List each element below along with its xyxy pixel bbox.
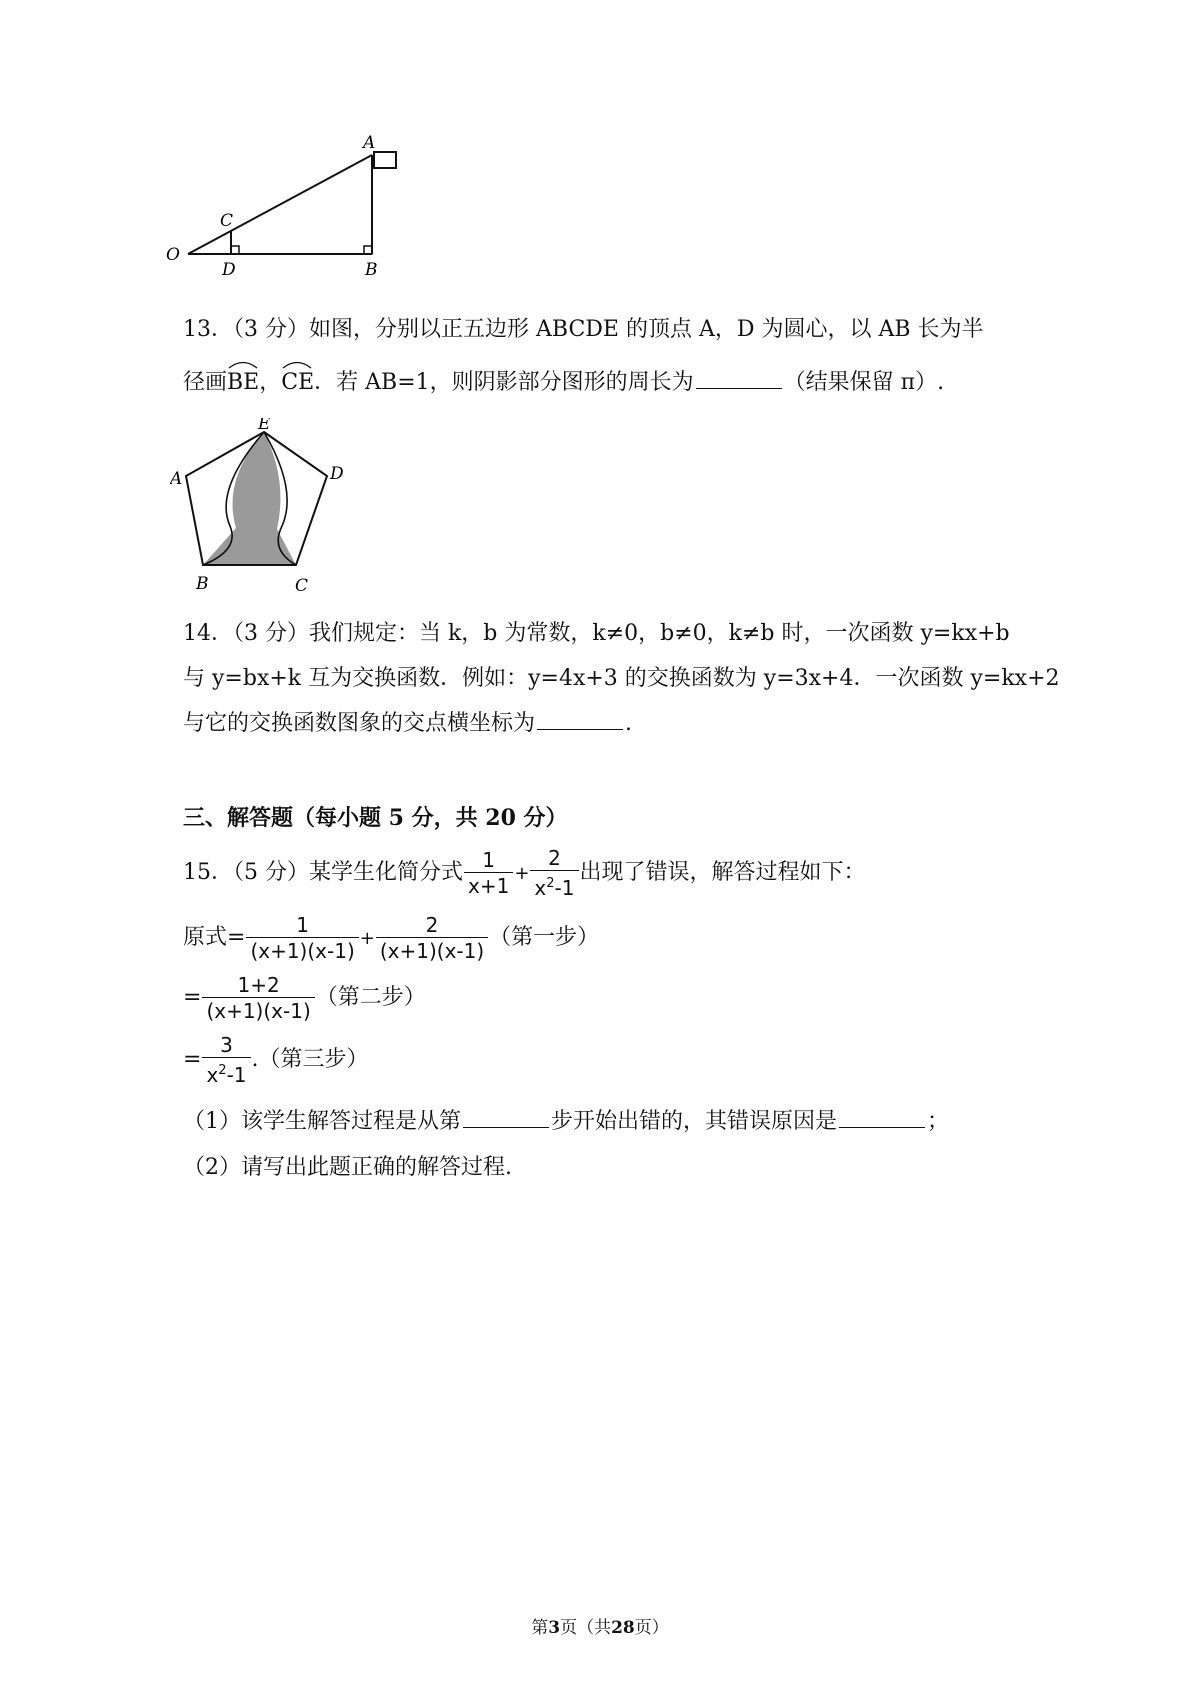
q15-f2-den-exp: 2	[546, 875, 555, 891]
footer-post: 页）	[634, 1618, 669, 1638]
triangle-figure	[160, 130, 420, 280]
right-angle-mark-D	[231, 246, 239, 254]
page-footer	[0, 1613, 1200, 1638]
footer-total-pages: 28	[611, 1618, 635, 1638]
q15-step2-label: （第二步）	[315, 985, 426, 1010]
arc-CE-label: CE	[281, 370, 315, 395]
q15-part2-text: （2）请写出此题正确的解答过程.	[183, 1155, 512, 1180]
q15-part2	[183, 1152, 512, 1184]
section3-heading-text: 三、解答题（每小题 5 分，共 20 分）	[183, 805, 568, 831]
section3-heading	[183, 802, 568, 834]
q15-f1-den: x+1	[468, 873, 510, 898]
q15-step1-plus: +	[359, 928, 375, 949]
label-O: O	[166, 245, 180, 265]
q13-line2	[183, 367, 944, 399]
q13-line1-text: 13．（3 分）如图，分别以正五边形 ABCDE 的顶点 A，D 为圆心，以 AB 长为半	[183, 317, 984, 342]
q15-step3-den-base: x	[206, 1062, 219, 1087]
q15-f2-den	[530, 871, 578, 901]
q15-step2-num: 1+2	[202, 973, 314, 998]
q15-step3-num: 3	[202, 1033, 250, 1058]
q14-line2	[183, 663, 1060, 695]
q15-intro-post: 出现了错误，解答过程如下：	[579, 860, 866, 885]
q15-step3-pre: =	[183, 1047, 202, 1072]
label-A: A	[170, 469, 183, 489]
q13-answer-blank[interactable]	[696, 368, 782, 389]
q15-part1-pre: （1）该学生解答过程是从第	[183, 1109, 461, 1134]
q15-step3-den-exp: 2	[218, 1062, 227, 1078]
q14-line3	[183, 708, 632, 740]
q15-step3	[183, 1030, 369, 1090]
q14-line1-text: 14．（3 分）我们规定：当 k，b 为常数，k≠0，b≠0，k≠b 时，一次函数 y=kx+b	[183, 621, 1010, 646]
q15-step1-f1-den: (x+1)(x-1)	[250, 938, 355, 963]
label-E: E	[258, 418, 271, 434]
q15-step1-f1-num: 1	[246, 913, 358, 938]
q15-part1	[183, 1106, 949, 1138]
label-D: D	[222, 260, 236, 280]
q15-step2-fraction	[202, 973, 314, 1024]
right-angle-mark-B	[364, 246, 372, 254]
q15-fraction-2	[530, 846, 578, 901]
q14-line2-text: 与 y=bx+k 互为交换函数．例如：y=4x+3 的交换函数为 y=3x+4．一次函数 y=kx+2	[183, 666, 1060, 691]
q14-line3-pre: 与它的交换函数图象的交点横坐标为	[183, 711, 536, 736]
q14-answer-blank[interactable]	[537, 709, 623, 730]
label-D: D	[330, 464, 344, 484]
q15-step3-label: .（第三步）	[251, 1047, 369, 1072]
q15-step1-pre: 原式=	[183, 925, 246, 950]
q13-line2-post: ．若 AB=1，则阴影部分图形的周长为	[314, 370, 694, 395]
q15-step-blank[interactable]	[463, 1107, 549, 1128]
segment-OA	[188, 155, 372, 254]
q13-line2-tail: （结果保留 π）.	[783, 370, 945, 395]
q15-step2-pre: =	[183, 985, 202, 1010]
q15-f2-den-tail: -1	[554, 875, 575, 900]
flag-box	[374, 152, 396, 168]
label-A: A	[363, 133, 376, 153]
q15-f1-num: 1	[464, 848, 513, 873]
q15-part1-post: ；	[927, 1109, 950, 1134]
q15-f2-den-base: x	[534, 875, 547, 900]
label-B: B	[196, 574, 209, 594]
q15-step3-den	[202, 1058, 250, 1088]
arc-CE	[281, 367, 314, 399]
q14-line3-post: .	[625, 711, 633, 736]
q13-line1	[183, 314, 984, 346]
label-C: C	[295, 576, 309, 596]
q15-f2-num: 2	[530, 846, 578, 871]
q15-reason-blank[interactable]	[839, 1107, 925, 1128]
q15-fraction-1	[464, 848, 513, 899]
shaded-region	[203, 432, 296, 565]
arc-BE-label: BE	[227, 370, 260, 395]
q14-line1	[183, 618, 1010, 650]
pentagon-figure	[170, 418, 350, 598]
q15-step3-fraction	[202, 1033, 250, 1088]
q15-step1-fraction-2	[376, 913, 488, 964]
footer-mid: 页（共	[560, 1618, 612, 1638]
label-C: C	[220, 211, 234, 231]
q15-step1	[183, 908, 599, 969]
q13-sep: ，	[259, 370, 282, 395]
footer-page-number: 3	[548, 1618, 561, 1638]
q15-step1-fraction-1	[246, 913, 358, 964]
q15-plus: +	[514, 863, 530, 884]
label-B: B	[365, 260, 378, 280]
q15-step1-f2-num: 2	[376, 913, 488, 938]
q15-intro-pre: 15．（5 分）某学生化简分式	[183, 860, 463, 885]
q15-intro	[183, 843, 866, 904]
q15-step3-den-tail: -1	[226, 1062, 247, 1087]
q15-part1-mid: 步开始出错的，其错误原因是	[551, 1109, 838, 1134]
q15-step1-label: （第一步）	[489, 925, 600, 950]
q15-step2-den: (x+1)(x-1)	[206, 998, 311, 1023]
footer-pre: 第	[531, 1618, 549, 1638]
arc-BE	[227, 367, 259, 399]
q15-step2	[183, 968, 426, 1028]
q15-step1-f2-den: (x+1)(x-1)	[379, 938, 485, 963]
q13-line2-pre: 径画	[183, 370, 228, 395]
